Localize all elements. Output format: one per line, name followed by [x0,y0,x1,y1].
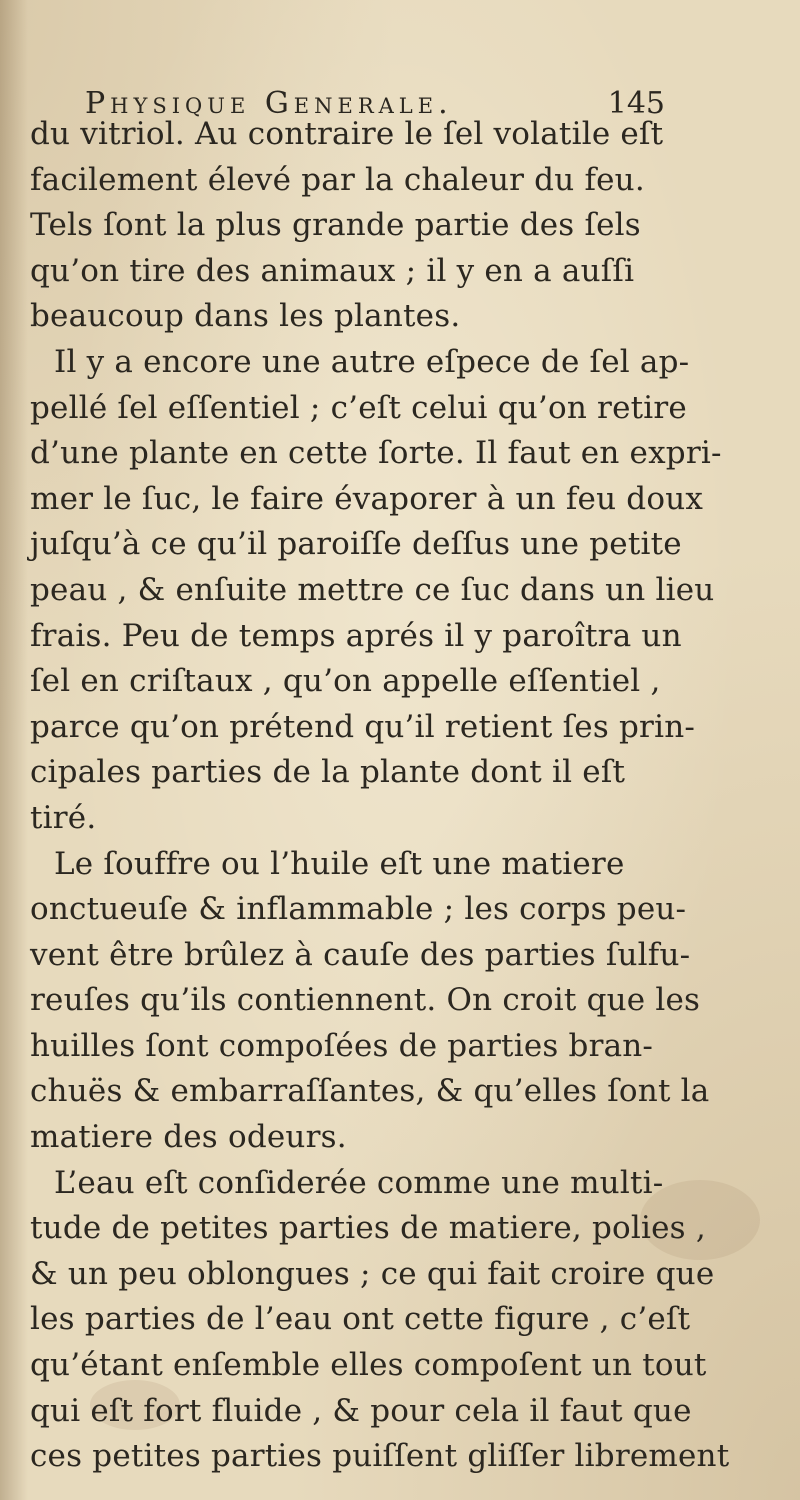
text-line: huilles ſont compoſées de parties bran- [30,1027,654,1064]
text-line: qu’on tire des animaux ; il y en a auſſi [30,252,635,289]
text-line: facilement élevé par la chaleur du feu. [30,161,645,198]
text-line: parce qu’on prétend qu’il retient ſes prin- [30,708,696,745]
page-number: 145 [607,86,665,121]
text-line: d’une plante en cette ſorte. Il faut en expri- [30,435,722,472]
text-line: du vitriol. Au contraire le ſel volatile eſt [30,116,664,152]
text-line: reuſes qu’ils contiennent. On croit que les [30,982,701,1019]
body-text [30,112,730,1480]
paragraph-start-line: Il y a encore une autre eſpece de ſel ap- [54,343,690,380]
text-line: matiere des odeurs. [30,1119,347,1156]
running-title: Physique Generale. [85,86,453,121]
text-line: mer le ſuc, le faire évaporer à un feu doux [30,480,704,517]
text-line: onctueuſe & inflammable ; les corps peu- [30,891,687,928]
text-line: cipales parties de la plante dont il eſt [30,754,626,791]
text-line: ſel en criſtaux , qu’on appelle eſſentiel , [30,663,661,700]
text-line: vent être brûlez à cauſe des parties ſulfu- [30,936,691,973]
text-line: peau , & enſuite mettre ce ſuc dans un lieu [30,571,715,608]
text-line: qui eſt fort fluide , & pour cela il faut que [30,1392,692,1429]
text-line: chuës & embarraſſantes, & qu’elles ſont la [30,1073,710,1110]
text-line: Tels ſont la plus grande partie des ſels [30,207,641,244]
text-line: juſqu’à ce qu’il paroiſſe deſſus une petite [30,526,682,563]
text-line: beaucoup dans les plantes. [30,298,461,335]
paragraph-start-line: Le ſouffre ou l’huile eſt une matiere [54,845,625,882]
spine-shadow [0,0,28,1500]
text-line: frais. Peu de temps aprés il y paroîtra un [30,617,682,654]
text-line: & un peu oblongues ; ce qui fait croire que [30,1255,715,1292]
text-line: tiré. [30,799,97,836]
text-line: qu’étant enſemble elles compoſent un tout [30,1347,707,1384]
text-line: les parties de l’eau ont cette figure , c’eſt [30,1301,691,1338]
paragraph-start-line: L’eau eſt conſiderée comme une multi- [54,1164,664,1201]
text-line: pellé ſel eſſentiel ; c’eſt celui qu’on retire [30,389,687,426]
text-line: ces petites parties puiſſent gliſſer librement [30,1438,730,1475]
text-line: tude de petites parties de matiere, polies , [30,1210,706,1247]
